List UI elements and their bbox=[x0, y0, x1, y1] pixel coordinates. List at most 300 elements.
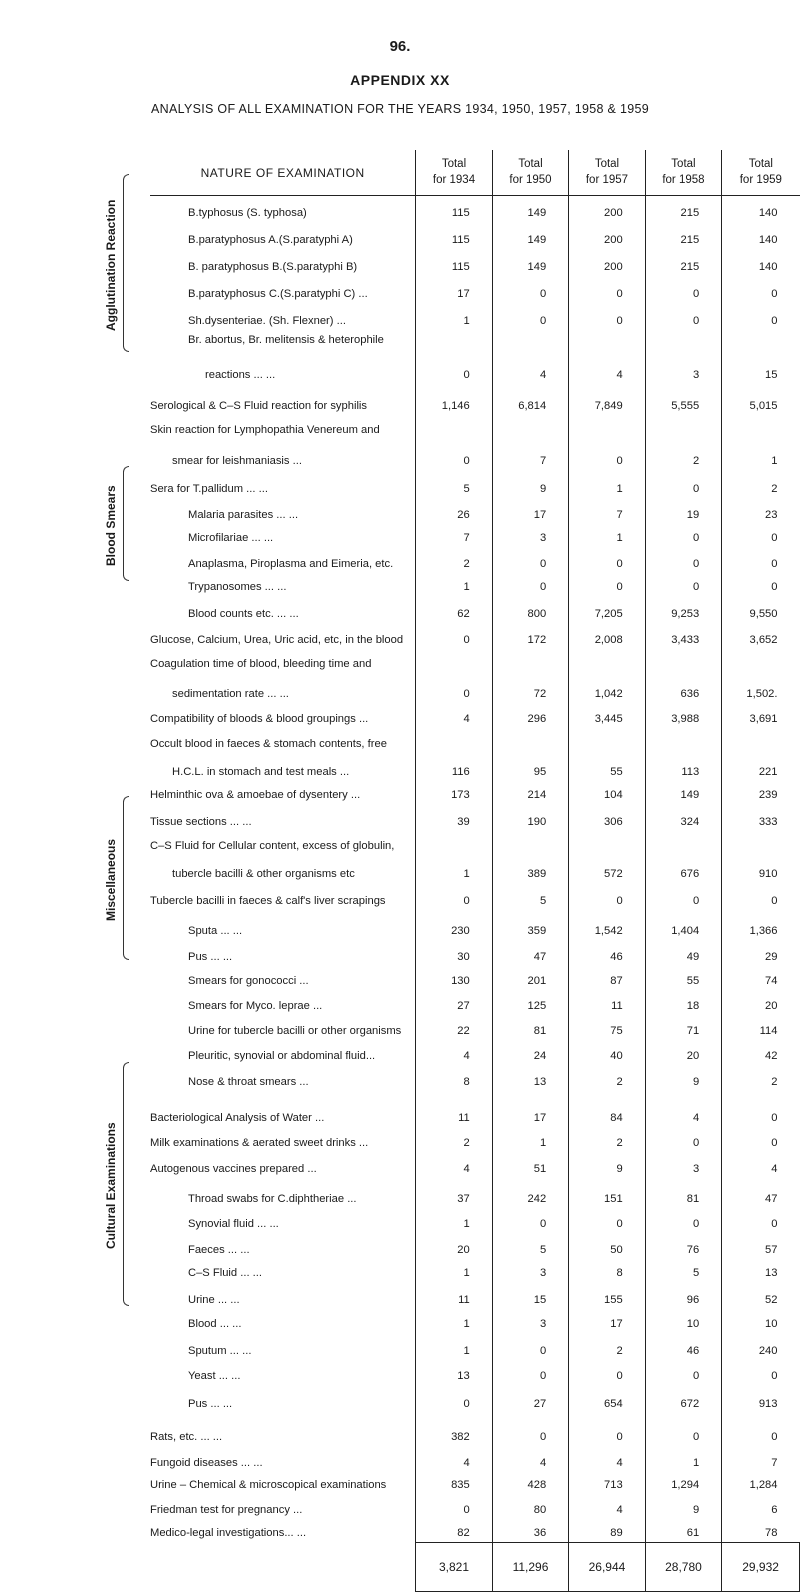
row-value: 2 bbox=[722, 1066, 800, 1092]
row-value: 15 bbox=[722, 353, 800, 385]
row-value: 130 bbox=[416, 967, 492, 991]
table-row bbox=[150, 1473, 800, 1495]
row-value: 242 bbox=[492, 1179, 568, 1209]
row-value: 87 bbox=[569, 967, 645, 991]
row-value: 17 bbox=[492, 499, 568, 525]
row-value: 9 bbox=[645, 1066, 721, 1092]
row-value: 0 bbox=[569, 1361, 645, 1386]
row-value: 9,253 bbox=[645, 597, 721, 624]
row-label-malaria-parasites: Malaria parasites ... ... bbox=[188, 509, 299, 522]
table-row bbox=[150, 1128, 800, 1153]
table-row bbox=[150, 304, 800, 331]
brace-blood-smears bbox=[123, 466, 129, 581]
row-label-b-typhosus: B.typhosus (S. typhosa) bbox=[188, 207, 307, 220]
table-row bbox=[150, 471, 800, 499]
examination-table bbox=[150, 150, 800, 1592]
row-value: 636 bbox=[645, 674, 721, 704]
row-value: 1 bbox=[416, 1334, 492, 1361]
row-value: 0 bbox=[722, 1361, 800, 1386]
row-value bbox=[569, 650, 645, 674]
col-header-line: Total bbox=[671, 157, 696, 170]
row-value bbox=[645, 729, 721, 754]
row-label-hcl-stomach: H.C.L. in stomach and test meals ... bbox=[172, 766, 350, 779]
row-value: 200 bbox=[569, 250, 645, 277]
table-row bbox=[150, 884, 800, 911]
row-value: 0 bbox=[416, 440, 492, 471]
row-value: 115 bbox=[416, 196, 492, 223]
row-value: 9,550 bbox=[722, 597, 800, 624]
row-value: 125 bbox=[492, 991, 568, 1016]
row-value: 52 bbox=[722, 1283, 800, 1310]
table-row bbox=[150, 277, 800, 304]
table-row bbox=[150, 1092, 800, 1128]
row-value: 3,652 bbox=[722, 624, 800, 650]
row-value: 0 bbox=[722, 525, 800, 548]
row-value: 51 bbox=[492, 1153, 568, 1179]
row-value: 20 bbox=[416, 1234, 492, 1260]
row-value bbox=[722, 832, 800, 856]
row-value: 40 bbox=[569, 1041, 645, 1066]
row-value bbox=[492, 729, 568, 754]
row-value: 5 bbox=[645, 1260, 721, 1283]
row-value: 1,502. bbox=[722, 674, 800, 704]
row-value: 81 bbox=[645, 1179, 721, 1209]
row-value: 72 bbox=[492, 674, 568, 704]
table-row bbox=[150, 331, 800, 353]
col-header-1934 bbox=[416, 150, 492, 196]
row-value: 1 bbox=[569, 471, 645, 499]
row-value: 0 bbox=[645, 548, 721, 574]
table-row bbox=[150, 624, 800, 650]
row-value: 104 bbox=[569, 782, 645, 805]
row-value: 1,404 bbox=[645, 911, 721, 941]
table-row bbox=[150, 1386, 800, 1414]
row-value: 676 bbox=[645, 856, 721, 884]
row-value: 89 bbox=[569, 1520, 645, 1543]
table-row bbox=[150, 1016, 800, 1041]
row-value: 5 bbox=[492, 884, 568, 911]
table-row bbox=[150, 416, 800, 440]
table-row bbox=[150, 548, 800, 574]
row-label-yeast: Yeast ... ... bbox=[188, 1370, 241, 1383]
row-value: 0 bbox=[569, 277, 645, 304]
row-value: 2,008 bbox=[569, 624, 645, 650]
table-row bbox=[150, 440, 800, 471]
row-value bbox=[722, 650, 800, 674]
row-value: 9 bbox=[645, 1495, 721, 1520]
row-value: 46 bbox=[645, 1334, 721, 1361]
row-value: 2 bbox=[722, 471, 800, 499]
table-row bbox=[150, 832, 800, 856]
row-value: 36 bbox=[492, 1520, 568, 1543]
row-value: 0 bbox=[722, 1092, 800, 1128]
row-value: 10 bbox=[722, 1310, 800, 1334]
row-value: 0 bbox=[722, 277, 800, 304]
row-value: 1,294 bbox=[645, 1473, 721, 1495]
table-row bbox=[150, 1334, 800, 1361]
row-label-tubercle-bacilli-organisms: tubercle bacilli & other organisms etc bbox=[172, 868, 355, 881]
row-value: 1 bbox=[416, 574, 492, 597]
table-row bbox=[150, 1179, 800, 1209]
row-value bbox=[569, 331, 645, 353]
row-value: 23 bbox=[722, 499, 800, 525]
total-1959: 29,932 bbox=[722, 1543, 800, 1592]
row-value bbox=[722, 729, 800, 754]
table-row bbox=[150, 1283, 800, 1310]
row-label-coagulation-time: Coagulation time of blood, bleeding time and bbox=[150, 658, 372, 671]
row-value: 0 bbox=[492, 1414, 568, 1447]
row-value: 1 bbox=[416, 1260, 492, 1283]
row-value: 2 bbox=[416, 1128, 492, 1153]
row-label-pus-misc: Pus ... ... bbox=[188, 951, 233, 964]
table-row bbox=[150, 1414, 800, 1447]
row-value: 20 bbox=[722, 991, 800, 1016]
row-value: 114 bbox=[722, 1016, 800, 1041]
row-value: 0 bbox=[722, 1414, 800, 1447]
row-value: 910 bbox=[722, 856, 800, 884]
row-value: 75 bbox=[569, 1016, 645, 1041]
row-value: 0 bbox=[569, 548, 645, 574]
row-value: 2 bbox=[569, 1128, 645, 1153]
table-row bbox=[150, 1209, 800, 1234]
row-value: 0 bbox=[416, 674, 492, 704]
table-row bbox=[150, 1260, 800, 1283]
row-value: 800 bbox=[492, 597, 568, 624]
row-label-urine-chemical: Urine – Chemical & microscopical examinations bbox=[150, 1479, 387, 1492]
brace-cultural bbox=[123, 1062, 129, 1306]
row-value: 3,691 bbox=[722, 704, 800, 729]
table-row bbox=[150, 1234, 800, 1260]
row-label-sputa: Sputa ... ... bbox=[188, 925, 243, 938]
row-value: 2 bbox=[416, 548, 492, 574]
row-value: 27 bbox=[492, 1386, 568, 1414]
row-value: 0 bbox=[492, 574, 568, 597]
header-row bbox=[150, 150, 800, 196]
total-1957: 26,944 bbox=[569, 1543, 645, 1592]
row-value: 55 bbox=[569, 754, 645, 782]
row-value: 1,042 bbox=[569, 674, 645, 704]
row-value: 0 bbox=[416, 624, 492, 650]
row-label-smears-gonococci: Smears for gonococci ... bbox=[188, 975, 309, 988]
table-row bbox=[150, 704, 800, 729]
row-value: 7 bbox=[416, 525, 492, 548]
row-value: 190 bbox=[492, 805, 568, 832]
row-value: 4 bbox=[569, 353, 645, 385]
row-label-faeces: Faeces ... ... bbox=[188, 1244, 250, 1257]
row-value: 215 bbox=[645, 250, 721, 277]
nature-header: NATURE OF EXAMINATION bbox=[150, 150, 416, 196]
row-value bbox=[569, 729, 645, 754]
col-header-line: Total bbox=[594, 157, 620, 170]
row-value: 0 bbox=[492, 304, 568, 331]
col-header-line: for 1950 bbox=[509, 174, 552, 186]
row-value: 3 bbox=[492, 525, 568, 548]
table-row bbox=[150, 1066, 800, 1092]
row-value bbox=[492, 331, 568, 353]
row-value: 1 bbox=[416, 1310, 492, 1334]
row-label-helminthic-ova: Helminthic ova & amoebae of dysentery ... bbox=[150, 789, 361, 802]
row-value bbox=[645, 331, 721, 353]
table-row bbox=[150, 1495, 800, 1520]
row-value bbox=[492, 650, 568, 674]
row-value: 3 bbox=[492, 1260, 568, 1283]
row-value: 306 bbox=[569, 805, 645, 832]
row-value bbox=[416, 832, 492, 856]
row-value: 0 bbox=[416, 353, 492, 385]
row-value: 1,542 bbox=[569, 911, 645, 941]
row-label-rats: Rats, etc. ... ... bbox=[150, 1431, 223, 1444]
row-value bbox=[492, 416, 568, 440]
row-value: 7 bbox=[722, 1447, 800, 1473]
row-value: 200 bbox=[569, 223, 645, 250]
col-header-line: for 1934 bbox=[432, 174, 476, 186]
row-value: 672 bbox=[645, 1386, 721, 1414]
page-number: 96. bbox=[389, 38, 411, 55]
col-header-line: Total bbox=[441, 157, 467, 170]
table-row bbox=[150, 597, 800, 624]
row-value: 0 bbox=[722, 304, 800, 331]
row-label-b-paratyphosus-b: B. paratyphosus B.(S.paratyphi B) bbox=[188, 261, 358, 274]
row-value: 0 bbox=[569, 440, 645, 471]
row-value: 13 bbox=[722, 1260, 800, 1283]
row-value: 1 bbox=[645, 1447, 721, 1473]
row-label-sputum-cultural: Sputum ... ... bbox=[188, 1345, 252, 1358]
row-value: 1 bbox=[416, 304, 492, 331]
row-label-water-analysis: Bacteriological Analysis of Water ... bbox=[150, 1112, 325, 1125]
row-label-b-paratyphosus-a: B.paratyphosus A.(S.paratyphi A) bbox=[188, 234, 353, 247]
row-value: 2 bbox=[645, 440, 721, 471]
table-row bbox=[150, 674, 800, 704]
table-row bbox=[150, 574, 800, 597]
group-label-agglutination: Agglutination Reaction bbox=[104, 199, 118, 332]
row-value: 74 bbox=[722, 967, 800, 991]
row-value: 0 bbox=[645, 1209, 721, 1234]
col-header-1959 bbox=[722, 150, 800, 196]
row-value: 6 bbox=[722, 1495, 800, 1520]
row-label-sedimentation-rate: sedimentation rate ... ... bbox=[172, 688, 289, 701]
row-value: 0 bbox=[645, 884, 721, 911]
appendix-title: APPENDIX XX bbox=[350, 72, 450, 88]
row-value: 0 bbox=[645, 525, 721, 548]
row-value: 22 bbox=[416, 1016, 492, 1041]
row-value: 0 bbox=[416, 1386, 492, 1414]
row-value: 7 bbox=[492, 440, 568, 471]
row-value: 359 bbox=[492, 911, 568, 941]
row-value: 0 bbox=[492, 277, 568, 304]
row-value: 4 bbox=[416, 1153, 492, 1179]
row-value: 27 bbox=[416, 991, 492, 1016]
row-value: 835 bbox=[416, 1473, 492, 1495]
row-value: 80 bbox=[492, 1495, 568, 1520]
table-row bbox=[150, 941, 800, 967]
row-value: 0 bbox=[645, 1361, 721, 1386]
row-value: 0 bbox=[722, 1209, 800, 1234]
row-value: 9 bbox=[492, 471, 568, 499]
row-value: 0 bbox=[722, 884, 800, 911]
total-1958: 28,780 bbox=[645, 1543, 721, 1592]
row-value: 140 bbox=[722, 196, 800, 223]
table-row bbox=[150, 754, 800, 782]
totals-label-cell bbox=[150, 1543, 416, 1592]
row-value: 140 bbox=[722, 223, 800, 250]
row-value: 0 bbox=[569, 304, 645, 331]
row-label-sh-dysenteriae: Sh.dysenteriae. (Sh. Flexner) ... bbox=[188, 315, 346, 328]
row-value: 230 bbox=[416, 911, 492, 941]
row-value: 17 bbox=[569, 1310, 645, 1334]
row-value: 15 bbox=[492, 1283, 568, 1310]
table-row bbox=[150, 196, 800, 223]
row-value: 4 bbox=[416, 1447, 492, 1473]
row-value: 24 bbox=[492, 1041, 568, 1066]
row-value: 382 bbox=[416, 1414, 492, 1447]
row-value bbox=[722, 331, 800, 353]
row-value: 1 bbox=[722, 440, 800, 471]
table-row bbox=[150, 805, 800, 832]
row-value: 71 bbox=[645, 1016, 721, 1041]
row-value: 47 bbox=[492, 941, 568, 967]
row-value: 151 bbox=[569, 1179, 645, 1209]
row-value bbox=[722, 416, 800, 440]
table-row bbox=[150, 1520, 800, 1543]
row-value: 6,814 bbox=[492, 385, 568, 416]
row-label-autogenous-vaccines: Autogenous vaccines prepared ... bbox=[150, 1163, 317, 1176]
table-row bbox=[150, 1361, 800, 1386]
row-value: 0 bbox=[569, 574, 645, 597]
row-value: 201 bbox=[492, 967, 568, 991]
row-value: 5,555 bbox=[645, 385, 721, 416]
row-value: 1,366 bbox=[722, 911, 800, 941]
row-value: 115 bbox=[416, 250, 492, 277]
row-value: 0 bbox=[645, 471, 721, 499]
row-value: 113 bbox=[645, 754, 721, 782]
row-value: 172 bbox=[492, 624, 568, 650]
row-label-csf-cultural: C–S Fluid ... ... bbox=[188, 1267, 262, 1280]
row-value: 4 bbox=[569, 1447, 645, 1473]
row-label-urine-cultural: Urine ... ... bbox=[188, 1294, 240, 1307]
row-value: 240 bbox=[722, 1334, 800, 1361]
row-value: 20 bbox=[645, 1041, 721, 1066]
row-value: 55 bbox=[645, 967, 721, 991]
row-value: 0 bbox=[645, 1414, 721, 1447]
row-value: 4 bbox=[645, 1092, 721, 1128]
row-value: 0 bbox=[645, 304, 721, 331]
row-value bbox=[645, 416, 721, 440]
row-value bbox=[645, 650, 721, 674]
row-label-throat-swabs: Throad swabs for C.diphtheriae ... bbox=[188, 1193, 357, 1206]
row-value: 7,205 bbox=[569, 597, 645, 624]
row-value bbox=[645, 832, 721, 856]
row-value: 4 bbox=[416, 704, 492, 729]
row-label-trypanosomes: Trypanosomes ... ... bbox=[188, 581, 287, 594]
row-value: 50 bbox=[569, 1234, 645, 1260]
table-row bbox=[150, 856, 800, 884]
row-value: 428 bbox=[492, 1473, 568, 1495]
row-value: 61 bbox=[645, 1520, 721, 1543]
row-value: 5,015 bbox=[722, 385, 800, 416]
row-value: 4 bbox=[492, 1447, 568, 1473]
row-value: 3,988 bbox=[645, 704, 721, 729]
row-value: 82 bbox=[416, 1520, 492, 1543]
row-value bbox=[569, 832, 645, 856]
table-row bbox=[150, 782, 800, 805]
row-value: 0 bbox=[569, 1209, 645, 1234]
row-value: 81 bbox=[492, 1016, 568, 1041]
row-value: 4 bbox=[492, 353, 568, 385]
row-value: 0 bbox=[492, 1361, 568, 1386]
row-value: 200 bbox=[569, 196, 645, 223]
row-label-b-paratyphosus-c: B.paratyphosus C.(S.paratyphi C) ... bbox=[188, 288, 368, 301]
row-value: 0 bbox=[722, 574, 800, 597]
row-value: 1 bbox=[416, 856, 492, 884]
row-label-fungoid-diseases: Fungoid diseases ... ... bbox=[150, 1457, 263, 1470]
row-value: 42 bbox=[722, 1041, 800, 1066]
row-value: 4 bbox=[569, 1495, 645, 1520]
row-value: 49 bbox=[645, 941, 721, 967]
col-header-line: for 1959 bbox=[739, 174, 782, 186]
row-value: 215 bbox=[645, 196, 721, 223]
row-value: 11 bbox=[569, 991, 645, 1016]
table-row bbox=[150, 911, 800, 941]
group-label-miscellaneous: Miscellaneous bbox=[104, 838, 118, 922]
row-label-skin-reaction: Skin reaction for Lymphopathia Venereum and bbox=[150, 424, 380, 437]
table-row bbox=[150, 1153, 800, 1179]
row-value: 11 bbox=[416, 1092, 492, 1128]
table-row bbox=[150, 967, 800, 991]
table-row bbox=[150, 991, 800, 1016]
row-value bbox=[416, 416, 492, 440]
table-row bbox=[150, 223, 800, 250]
row-value: 149 bbox=[492, 196, 568, 223]
brace-miscellaneous bbox=[123, 796, 129, 960]
row-label-synovial-fluid: Synovial fluid ... ... bbox=[188, 1218, 279, 1231]
row-value: 155 bbox=[569, 1283, 645, 1310]
row-value: 13 bbox=[416, 1361, 492, 1386]
row-value: 78 bbox=[722, 1520, 800, 1543]
row-value: 0 bbox=[722, 1128, 800, 1153]
table-row bbox=[150, 250, 800, 277]
row-label-pleuritic-fluid: Pleuritic, synovial or abdominal fluid... bbox=[188, 1050, 376, 1063]
brace-agglutination bbox=[123, 174, 129, 352]
row-label-csf-cellular: C–S Fluid for Cellular content, excess of globulin, bbox=[150, 840, 395, 853]
row-label-smears-myco-leprae: Smears for Myco. leprae ... bbox=[188, 1000, 323, 1013]
row-value: 18 bbox=[645, 991, 721, 1016]
row-value: 26 bbox=[416, 499, 492, 525]
row-value: 0 bbox=[645, 1128, 721, 1153]
row-value: 1,284 bbox=[722, 1473, 800, 1495]
row-value: 713 bbox=[569, 1473, 645, 1495]
totals-row bbox=[150, 1543, 800, 1592]
row-value: 149 bbox=[492, 250, 568, 277]
row-value: 3,433 bbox=[645, 624, 721, 650]
row-value: 7 bbox=[569, 499, 645, 525]
row-value bbox=[416, 331, 492, 353]
row-value: 47 bbox=[722, 1179, 800, 1209]
row-value: 5 bbox=[492, 1234, 568, 1260]
row-value bbox=[416, 650, 492, 674]
row-value: 389 bbox=[492, 856, 568, 884]
row-label-microfilariae: Microfilariae ... ... bbox=[188, 532, 274, 545]
row-label-leishmaniasis-smear: smear for leishmaniasis ... bbox=[172, 455, 302, 468]
table-row bbox=[150, 650, 800, 674]
row-label-glucose-calcium: Glucose, Calcium, Urea, Uric acid, etc, in the blood bbox=[150, 634, 404, 647]
row-label-tissue-sections: Tissue sections ... ... bbox=[150, 816, 252, 829]
row-value: 654 bbox=[569, 1386, 645, 1414]
row-value: 239 bbox=[722, 782, 800, 805]
row-value: 4 bbox=[416, 1041, 492, 1066]
row-value: 62 bbox=[416, 597, 492, 624]
table-row bbox=[150, 353, 800, 385]
row-value: 57 bbox=[722, 1234, 800, 1260]
